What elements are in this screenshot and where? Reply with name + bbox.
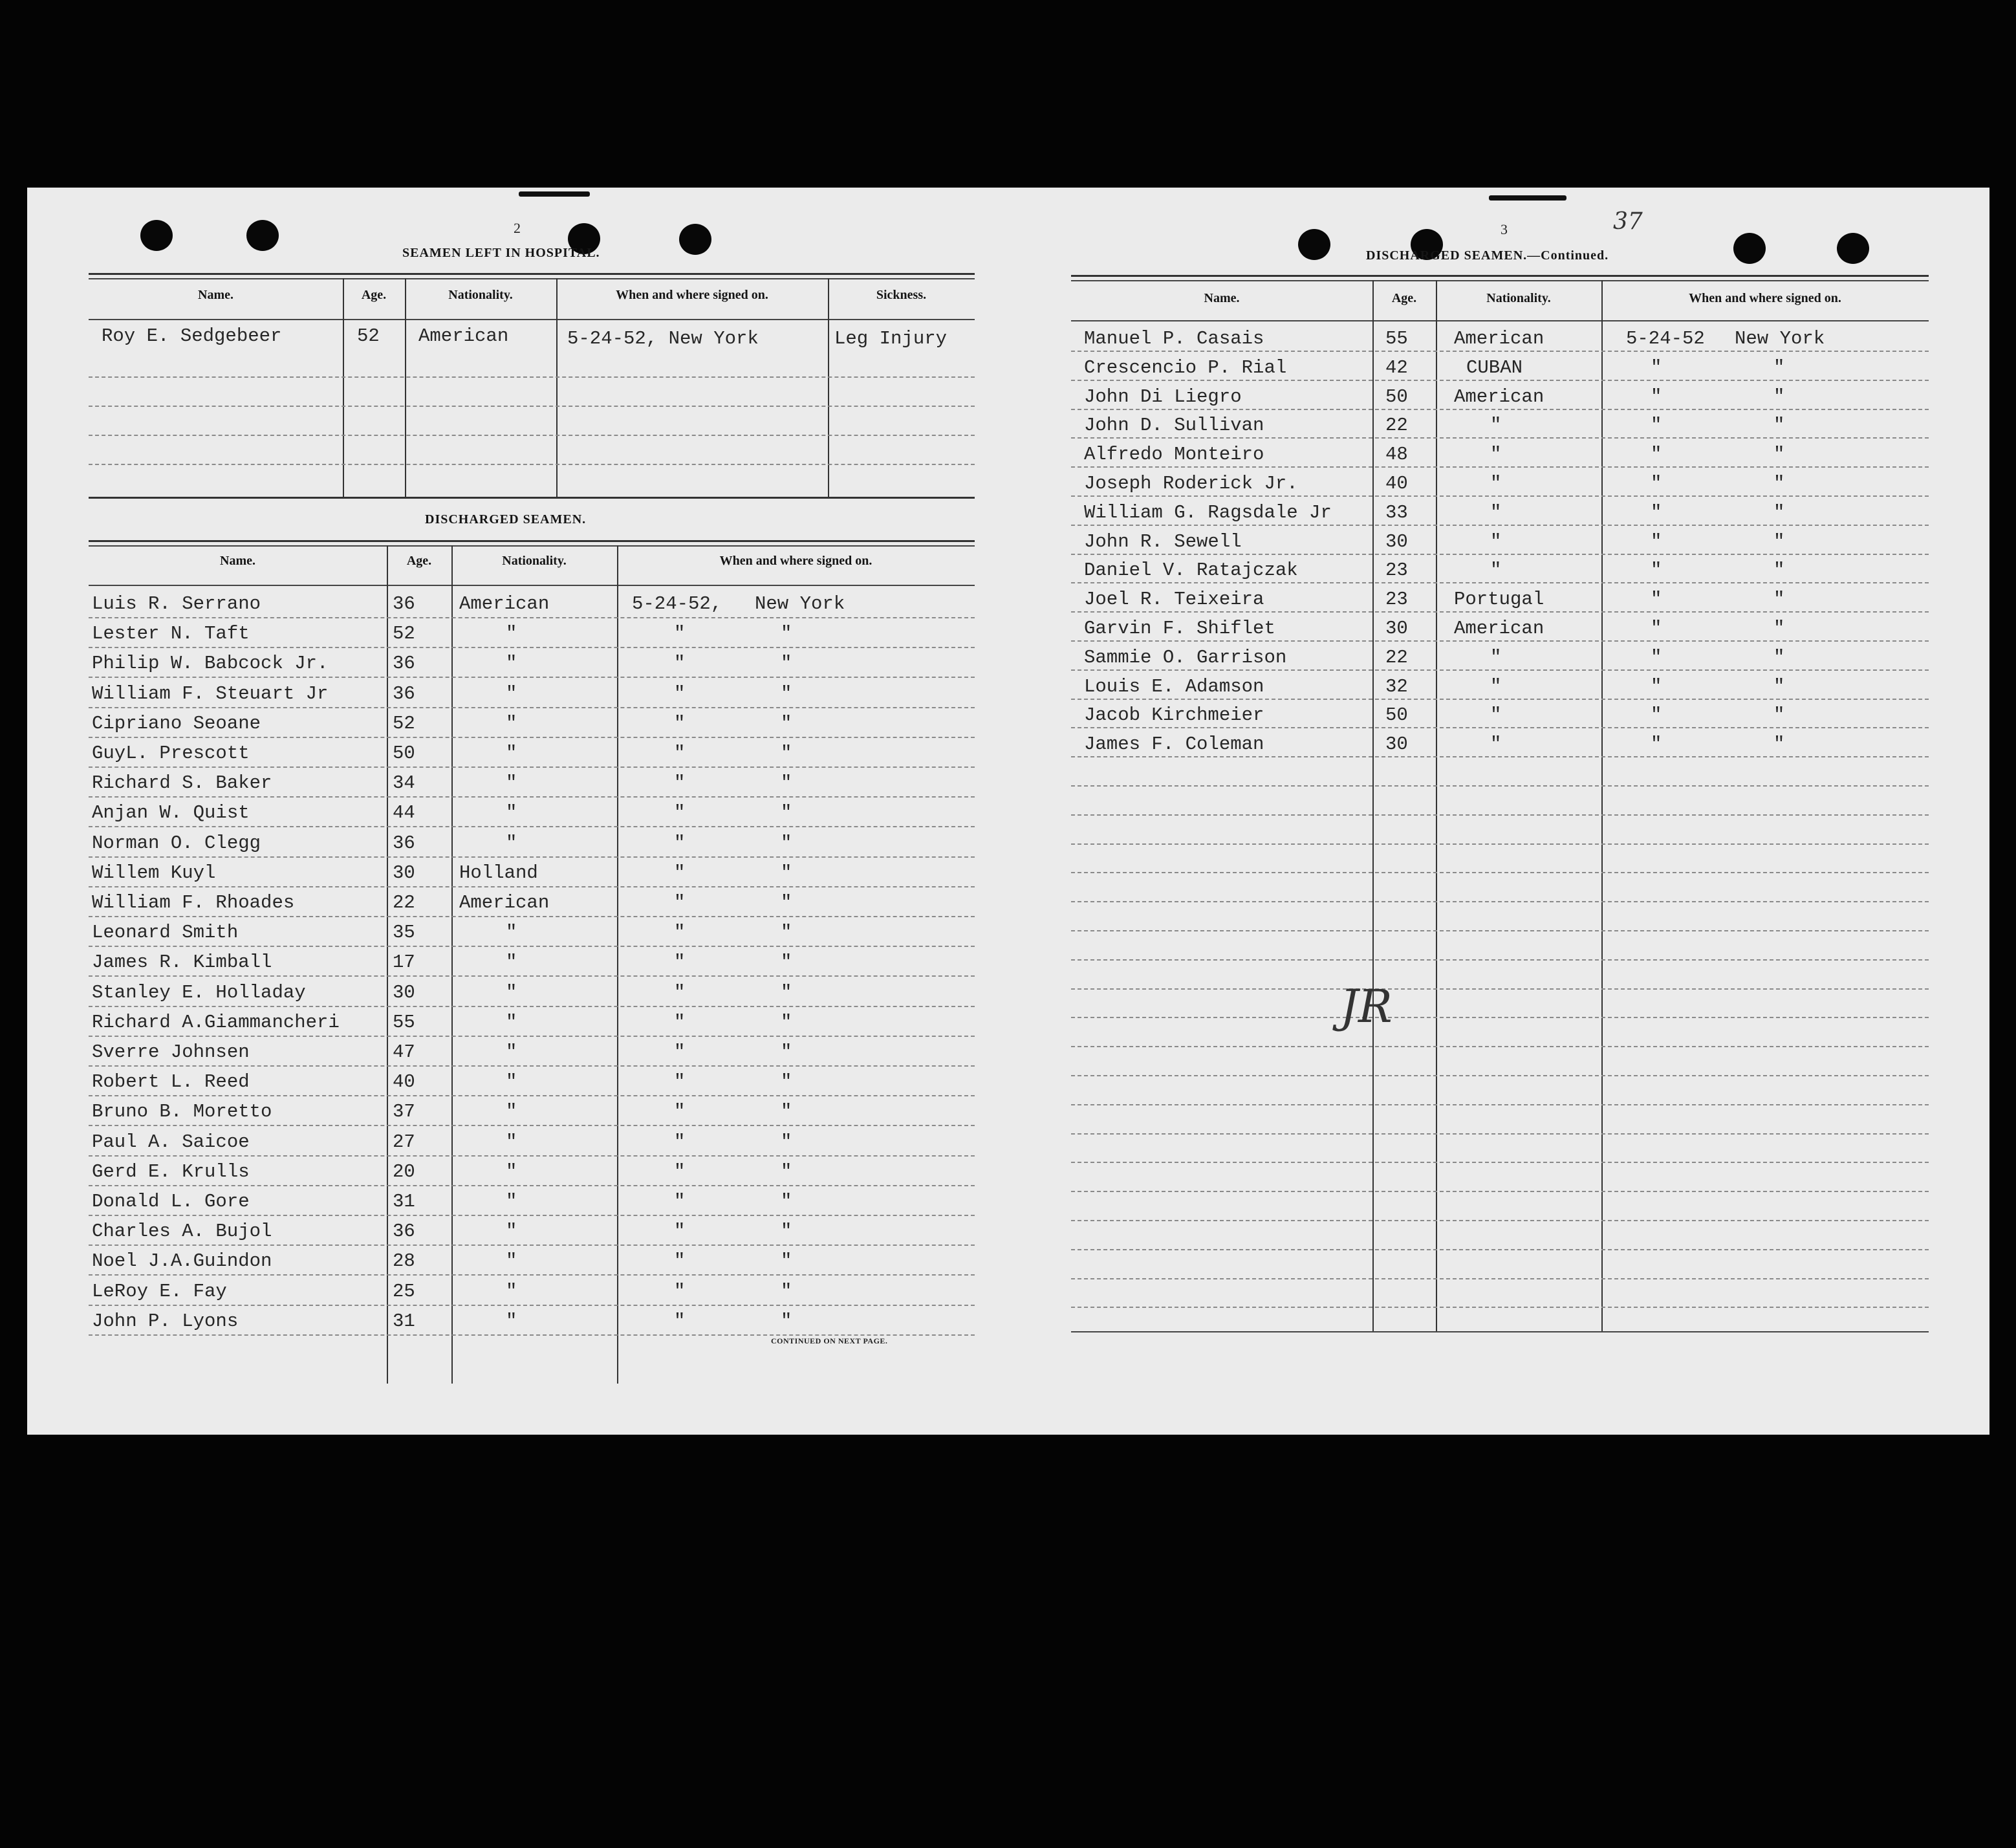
signed-date: 5-24-52, [632, 593, 722, 614]
seaman-name: Jacob Kirchmeier [1084, 704, 1264, 726]
signed-date: " [674, 922, 686, 944]
signed-place: " [1773, 386, 1785, 408]
seaman-name: Alfredo Monteiro [1084, 444, 1264, 466]
signed-date: " [1651, 646, 1662, 668]
signed-date: " [1651, 473, 1662, 494]
seaman-nationality: " [506, 1310, 517, 1332]
signed-date: " [674, 862, 686, 884]
signed-date: " [674, 623, 686, 645]
signed-date: " [674, 1101, 686, 1123]
signed-date: " [674, 682, 686, 704]
seaman-nationality: " [506, 1221, 517, 1243]
seaman-nationality: American [459, 593, 550, 614]
signed-place: " [781, 1101, 792, 1123]
signed-place: " [781, 1160, 792, 1182]
hospital-header-sickness: Sickness. [876, 288, 927, 302]
signed-place: " [781, 862, 792, 884]
seaman-nationality: CUBAN [1466, 356, 1523, 378]
seaman-nationality: American [1454, 386, 1545, 408]
seaman-nationality: " [506, 832, 517, 854]
seaman-name: Daniel V. Ratajczak [1084, 560, 1298, 582]
signed-date: " [674, 1071, 686, 1093]
punch-hole [1837, 233, 1869, 264]
seaman-nationality: " [1490, 415, 1502, 437]
signed-place: " [1773, 675, 1785, 697]
seaman-nationality: " [506, 743, 517, 764]
signed-date: " [1651, 356, 1662, 378]
signed-place: " [781, 1011, 792, 1033]
seaman-age: 30 [1385, 530, 1408, 552]
seaman-age: 36 [393, 1221, 415, 1243]
continued-note: CONTINUED ON NEXT PAGE. [771, 1336, 888, 1345]
seaman-name: Charles A. Bujol [92, 1221, 272, 1243]
seaman-age: 37 [393, 1101, 415, 1123]
seaman-name: LeRoy E. Fay [92, 1280, 227, 1302]
seaman-age: 50 [1385, 704, 1408, 726]
signed-place: " [781, 1280, 792, 1302]
signed-date: " [1651, 675, 1662, 697]
signed-place: " [1773, 501, 1785, 523]
punch-hole [246, 220, 279, 251]
seaman-name: Garvin F. Shiflet [1084, 618, 1275, 639]
signed-place: " [781, 1250, 792, 1272]
seaman-age: 52 [393, 712, 415, 734]
signed-place: " [781, 1310, 792, 1332]
seaman-age: 40 [1385, 473, 1408, 494]
signed-date: " [1651, 560, 1662, 582]
signed-place: " [1773, 618, 1785, 639]
seaman-nationality: " [506, 1250, 517, 1272]
signed-date: " [674, 1250, 686, 1272]
seaman-age: 50 [1385, 386, 1408, 408]
seaman-age: 47 [393, 1041, 415, 1063]
seaman-nationality: American [1454, 328, 1545, 349]
seaman-name: Luis R. Serrano [92, 593, 261, 614]
seaman-age: 22 [1385, 415, 1408, 437]
seaman-name: Paul A. Saicoe [92, 1131, 250, 1153]
seaman-name: William G. Ragsdale Jr [1084, 501, 1332, 523]
hospital-header-signed: When and where signed on. [616, 288, 768, 302]
seaman-nationality: " [506, 682, 517, 704]
seaman-name: Willem Kuyl [92, 862, 216, 884]
seaman-name: Richard S. Baker [92, 772, 272, 794]
seaman-nationality: American [1454, 618, 1545, 639]
seaman-nationality: " [1490, 646, 1502, 668]
seaman-name: James R. Kimball [92, 951, 272, 973]
signed-place: " [781, 1041, 792, 1063]
hospital-header-name: Name. [198, 288, 233, 302]
handwritten-initials: JR [1340, 980, 1393, 1033]
signed-date: " [674, 1280, 686, 1302]
seaman-nationality: " [1490, 734, 1502, 756]
signed-date: " [674, 951, 686, 973]
signed-place: " [781, 832, 792, 854]
discharged-header-nationality: Nationality. [502, 554, 567, 568]
signed-place: " [781, 623, 792, 645]
seaman-age: 35 [393, 922, 415, 944]
signed-place: " [781, 981, 792, 1003]
seaman-nationality: " [506, 772, 517, 794]
signed-date: " [1651, 589, 1662, 611]
seaman-nationality: " [1490, 704, 1502, 726]
hospital-section-title: SEAMEN LEFT IN HOSPITAL. [402, 246, 600, 260]
signed-place: " [781, 682, 792, 704]
signed-date: " [1651, 704, 1662, 726]
signed-date: " [674, 802, 686, 824]
punch-hole [1733, 233, 1766, 264]
hospital-signed: 5-24-52, New York [567, 328, 759, 349]
seaman-name: Cipriano Seoane [92, 712, 261, 734]
seaman-name: Joel R. Teixeira [1084, 589, 1264, 611]
seaman-age: 30 [393, 862, 415, 884]
hospital-header-nationality: Nationality. [448, 288, 513, 302]
seaman-name: Philip W. Babcock Jr. [92, 653, 329, 675]
signed-place: " [1773, 473, 1785, 494]
seaman-age: 30 [1385, 734, 1408, 756]
seaman-nationality: " [506, 1131, 517, 1153]
seaman-age: 36 [393, 593, 415, 614]
seaman-age: 27 [393, 1131, 415, 1153]
signed-date: 5-24-52 [1626, 328, 1705, 349]
signed-place: " [1773, 415, 1785, 437]
seaman-name: Donald L. Gore [92, 1191, 250, 1212]
signed-date: " [674, 1041, 686, 1063]
signed-place: " [1773, 589, 1785, 611]
right-header-age: Age. [1391, 291, 1417, 305]
seaman-age: 17 [393, 951, 415, 973]
seaman-nationality: " [506, 1041, 517, 1063]
seaman-age: 20 [393, 1160, 415, 1182]
hospital-name: Roy E. Sedgebeer [102, 325, 282, 347]
punch-hole [679, 224, 711, 255]
seaman-nationality: " [1490, 560, 1502, 582]
seaman-age: 28 [393, 1250, 415, 1272]
seaman-nationality: " [506, 623, 517, 645]
seaman-age: 36 [393, 653, 415, 675]
seaman-age: 33 [1385, 501, 1408, 523]
signed-place: " [1773, 444, 1785, 466]
discharged-header-signed: When and where signed on. [719, 554, 873, 568]
seaman-nationality: " [506, 922, 517, 944]
hospital-sickness: Leg Injury [834, 328, 948, 349]
seaman-name: Anjan W. Quist [92, 802, 250, 824]
seaman-name: John R. Sewell [1084, 530, 1242, 552]
seaman-nationality: American [459, 892, 550, 913]
seaman-name: Crescencio P. Rial [1084, 356, 1287, 378]
signed-place: " [781, 743, 792, 764]
discharged-continued-title: DISCHARGED SEAMEN.—Continued. [1366, 248, 1609, 263]
seaman-nationality: " [1490, 501, 1502, 523]
seaman-age: 25 [393, 1280, 415, 1302]
seaman-age: 30 [393, 981, 415, 1003]
signed-date: " [674, 1221, 686, 1243]
page-number-left: 2 [514, 220, 521, 236]
seaman-name: Manuel P. Casais [1084, 328, 1264, 349]
punch-hole [1298, 229, 1330, 260]
page-number-right: 3 [1501, 221, 1508, 237]
seaman-age: 31 [393, 1191, 415, 1212]
signed-date: " [674, 653, 686, 675]
seaman-name: Louis E. Adamson [1084, 675, 1264, 697]
manifest-sheet [27, 188, 1989, 1435]
signed-date: " [1651, 415, 1662, 437]
signed-place: " [1773, 734, 1785, 756]
discharged-section-title: DISCHARGED SEAMEN. [425, 512, 587, 527]
signed-date: " [1651, 618, 1662, 639]
seaman-name: Bruno B. Moretto [92, 1101, 272, 1123]
seaman-age: 32 [1385, 675, 1408, 697]
seaman-age: 22 [393, 892, 415, 913]
seaman-name: Leonard Smith [92, 922, 239, 944]
seaman-age: 42 [1385, 356, 1408, 378]
seaman-nationality: " [506, 802, 517, 824]
seaman-nationality: Portugal [1454, 589, 1545, 611]
seaman-age: 23 [1385, 589, 1408, 611]
signed-place: " [1773, 530, 1785, 552]
seaman-nationality: " [506, 1191, 517, 1212]
seaman-name: William F. Rhoades [92, 892, 295, 913]
seaman-nationality: " [506, 1160, 517, 1182]
seaman-nationality: " [1490, 675, 1502, 697]
seaman-name: Sverre Johnsen [92, 1041, 250, 1063]
seaman-name: Richard A.Giammancheri [92, 1011, 340, 1033]
seaman-age: 52 [393, 623, 415, 645]
right-header-nationality: Nationality. [1486, 291, 1551, 305]
signed-date: " [674, 743, 686, 764]
signed-place: New York [1735, 328, 1825, 349]
signed-date: " [674, 1131, 686, 1153]
signed-date: " [674, 1310, 686, 1332]
folio-number: 37 [1613, 208, 1643, 235]
signed-date: " [1651, 444, 1662, 466]
hospital-header-age: Age. [361, 288, 387, 302]
signed-place: " [1773, 704, 1785, 726]
signed-date: " [674, 1191, 686, 1212]
seaman-age: 36 [393, 682, 415, 704]
seaman-name: Sammie O. Garrison [1084, 646, 1287, 668]
discharged-header-age: Age. [406, 554, 432, 568]
seaman-nationality: Holland [459, 862, 538, 884]
seaman-age: 22 [1385, 646, 1408, 668]
signed-date: " [1651, 501, 1662, 523]
seaman-nationality: " [506, 1071, 517, 1093]
right-header-signed: When and where signed on. [1689, 291, 1841, 305]
signed-date: " [674, 1160, 686, 1182]
hospital-nationality: American [418, 325, 509, 347]
seaman-age: 48 [1385, 444, 1408, 466]
seaman-nationality: " [506, 1101, 517, 1123]
seaman-age: 50 [393, 743, 415, 764]
seaman-nationality: " [506, 1280, 517, 1302]
signed-place: " [781, 892, 792, 913]
signed-place: " [1773, 356, 1785, 378]
signed-date: " [1651, 734, 1662, 756]
seaman-name: GuyL. Prescott [92, 743, 250, 764]
signed-date: " [674, 772, 686, 794]
signed-place: " [781, 653, 792, 675]
seaman-name: James F. Coleman [1084, 734, 1264, 756]
signed-date: " [674, 832, 686, 854]
seaman-age: 40 [393, 1071, 415, 1093]
seaman-nationality: " [506, 712, 517, 734]
signed-place: " [1773, 560, 1785, 582]
seaman-name: Joseph Roderick Jr. [1084, 473, 1298, 494]
signed-place: " [781, 1071, 792, 1093]
seaman-nationality: " [506, 1011, 517, 1033]
signed-place: " [781, 802, 792, 824]
discharged-header-name: Name. [220, 554, 255, 568]
seaman-name: Noel J.A.Guindon [92, 1250, 272, 1272]
signed-place: " [781, 951, 792, 973]
signed-place: New York [755, 593, 845, 614]
seaman-name: John P. Lyons [92, 1310, 239, 1332]
signed-date: " [1651, 530, 1662, 552]
hospital-age: 52 [357, 325, 380, 347]
signed-date: " [674, 892, 686, 913]
seaman-name: William F. Steuart Jr [92, 682, 329, 704]
signed-place: " [781, 922, 792, 944]
seaman-nationality: " [506, 653, 517, 675]
signed-date: " [1651, 386, 1662, 408]
seaman-name: John Di Liegro [1084, 386, 1242, 408]
seaman-nationality: " [506, 981, 517, 1003]
seaman-age: 36 [393, 832, 415, 854]
punch-hole [140, 220, 173, 251]
seaman-age: 55 [393, 1011, 415, 1033]
seaman-age: 30 [1385, 618, 1408, 639]
seaman-age: 31 [393, 1310, 415, 1332]
seaman-name: John D. Sullivan [1084, 415, 1264, 437]
seaman-nationality: " [506, 951, 517, 973]
seaman-age: 55 [1385, 328, 1408, 349]
signed-place: " [781, 1191, 792, 1212]
seaman-age: 34 [393, 772, 415, 794]
signed-place: " [781, 772, 792, 794]
seaman-nationality: " [1490, 444, 1502, 466]
signed-date: " [674, 1011, 686, 1033]
signed-date: " [674, 712, 686, 734]
seaman-age: 23 [1385, 560, 1408, 582]
seaman-name: Norman O. Clegg [92, 832, 261, 854]
signed-place: " [781, 1131, 792, 1153]
seaman-nationality: " [1490, 473, 1502, 494]
seaman-name: Lester N. Taft [92, 623, 250, 645]
seaman-nationality: " [1490, 530, 1502, 552]
seaman-name: Gerd E. Krulls [92, 1160, 250, 1182]
right-header-name: Name. [1204, 291, 1240, 305]
seaman-age: 44 [393, 802, 415, 824]
seaman-name: Robert L. Reed [92, 1071, 250, 1093]
signed-date: " [674, 981, 686, 1003]
signed-place: " [1773, 646, 1785, 668]
signed-place: " [781, 1221, 792, 1243]
seaman-name: Stanley E. Holladay [92, 981, 306, 1003]
signed-place: " [781, 712, 792, 734]
